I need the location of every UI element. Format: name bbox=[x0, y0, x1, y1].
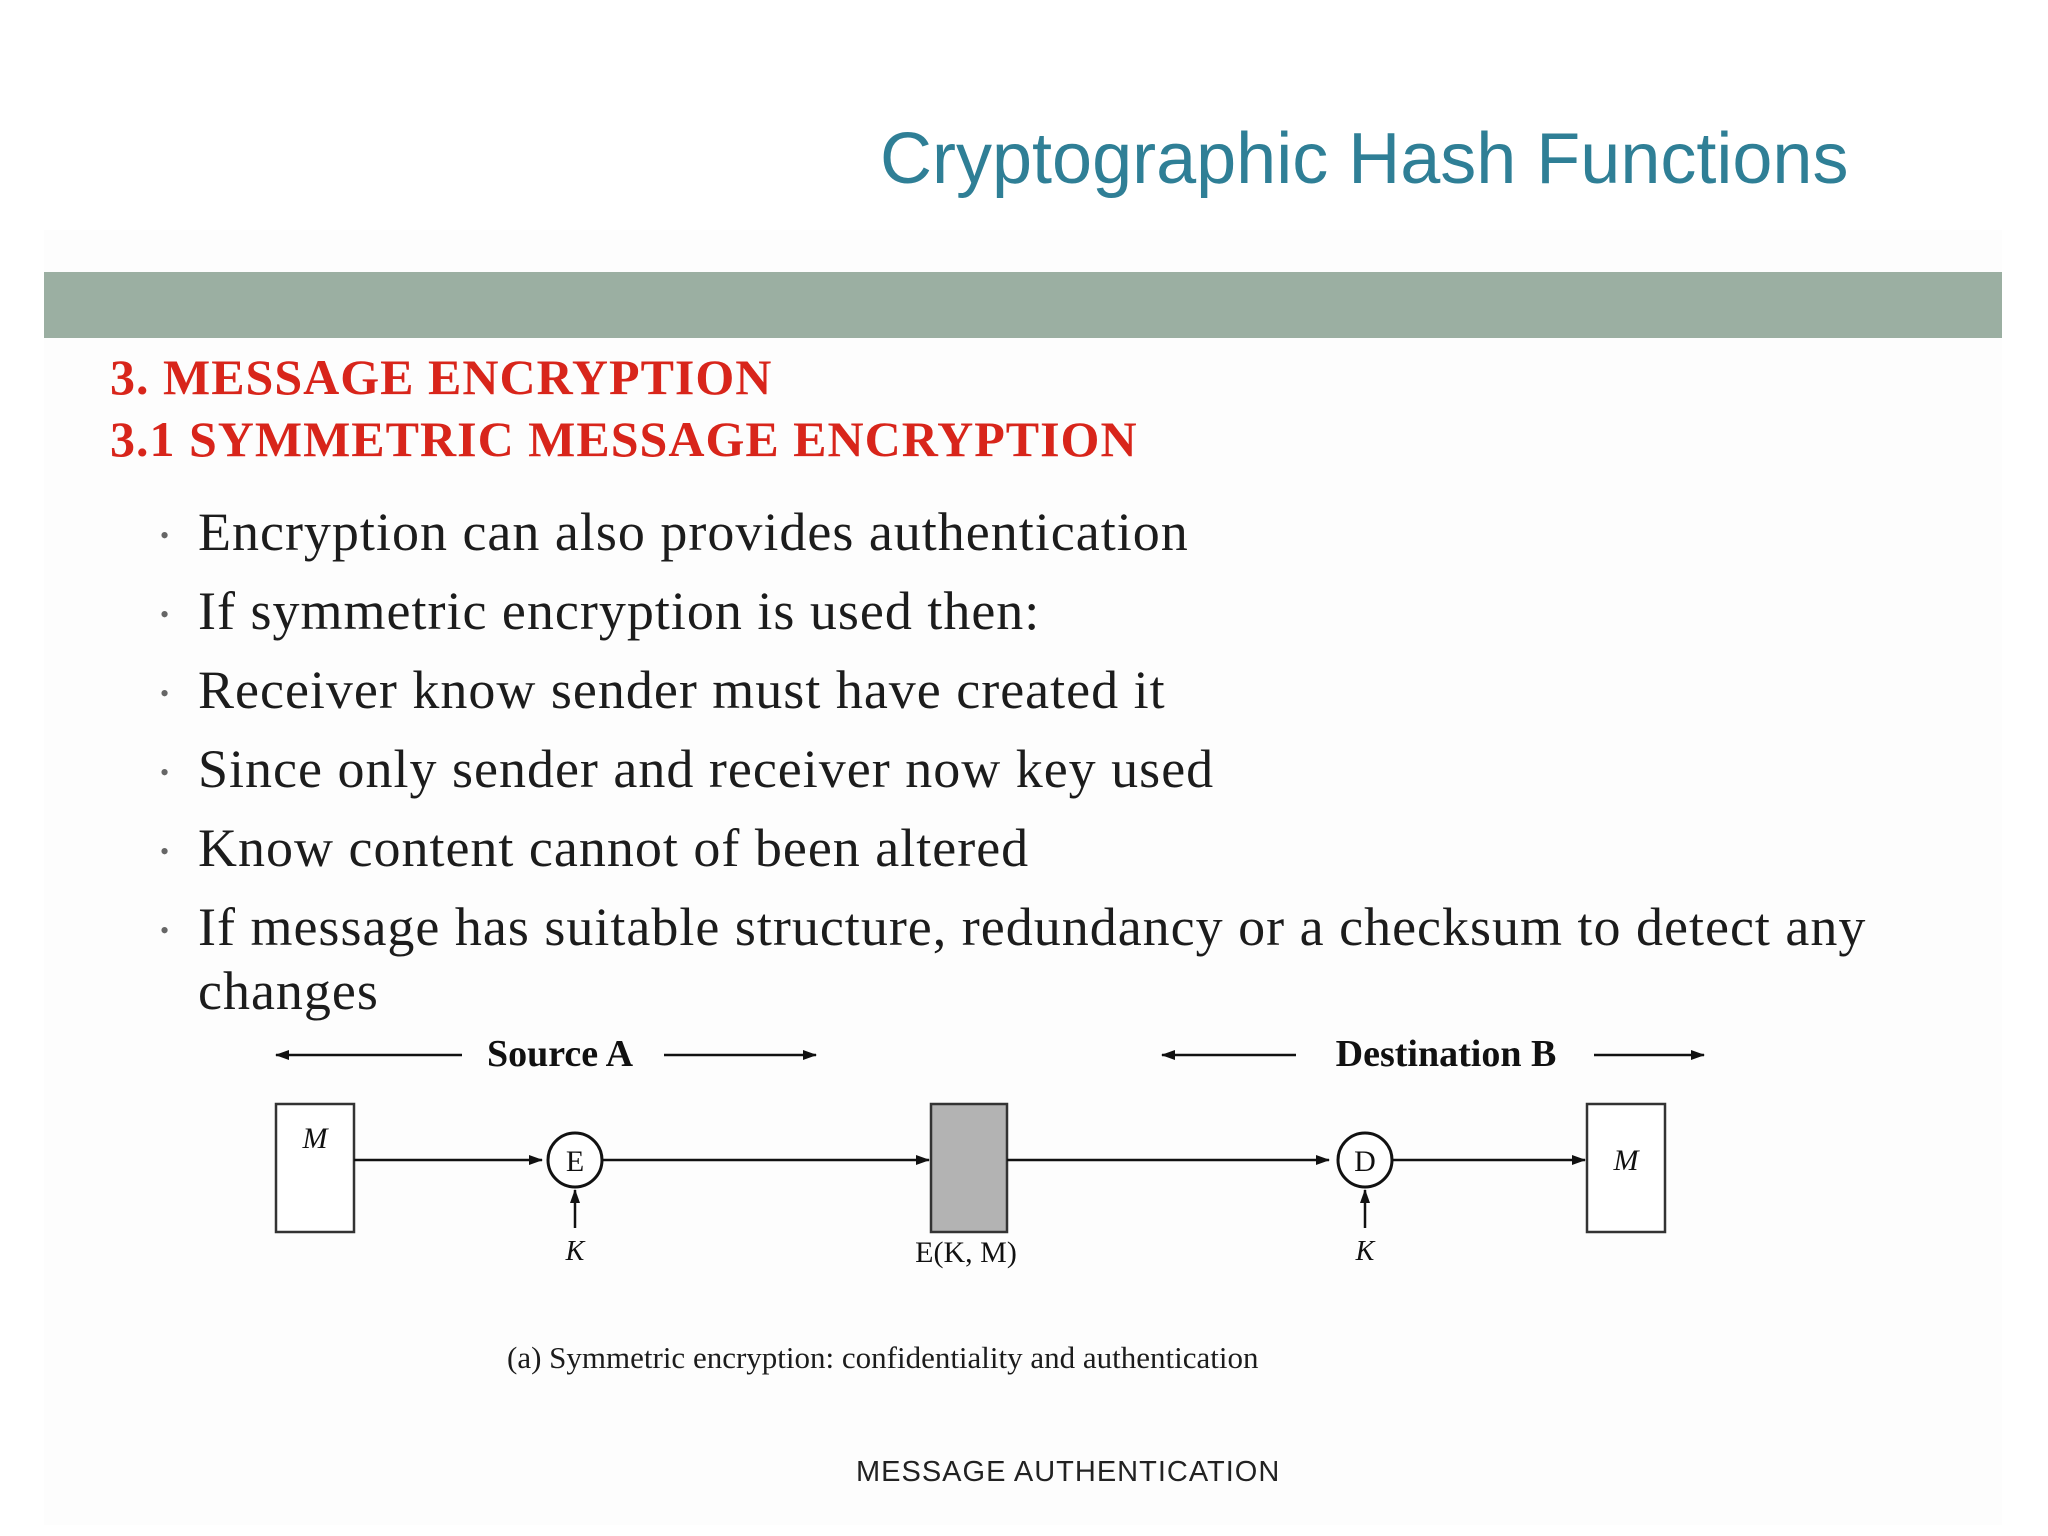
bullet-icon: • bbox=[160, 758, 171, 787]
bullet-text: Receiver know sender must have created it bbox=[198, 660, 1166, 720]
bullet-text: If symmetric encryption is used then: bbox=[198, 581, 1041, 641]
bullet-item bbox=[160, 579, 1920, 643]
bullet-icon: • bbox=[160, 521, 171, 550]
bullet-icon: • bbox=[160, 916, 171, 945]
footer-text: MESSAGE AUTHENTICATION bbox=[856, 1456, 1281, 1488]
bullet-text: Know content cannot of been altered bbox=[198, 818, 1030, 878]
message-label-destination: M bbox=[1613, 1144, 1639, 1177]
message-label-source: M bbox=[302, 1122, 328, 1155]
bullet-item bbox=[160, 658, 1920, 722]
bullet-text: Encryption can also provides authentication bbox=[198, 502, 1189, 562]
bullet-item bbox=[160, 895, 1920, 1023]
source-label: Source A bbox=[486, 1033, 634, 1075]
bullet-item bbox=[160, 500, 1920, 564]
bullet-list bbox=[160, 500, 1920, 1038]
key-label-source: K bbox=[565, 1236, 585, 1267]
diagram-caption: (a) Symmetric encryption: confidentiality and authentication bbox=[507, 1340, 1259, 1375]
bullet-icon: • bbox=[160, 600, 171, 629]
bullet-text: If message has suitable structure, redundancy or a checksum to detect any changes bbox=[198, 897, 1867, 1021]
section-heading: 3. MESSAGE ENCRYPTION bbox=[110, 349, 773, 405]
bullet-icon: • bbox=[160, 837, 171, 866]
symmetric-encryption-diagram bbox=[44, 1020, 2002, 1320]
bullet-text: Since only sender and receiver now key used bbox=[198, 739, 1215, 799]
key-label-destination: K bbox=[1355, 1236, 1375, 1267]
lecture-image bbox=[44, 230, 2002, 1525]
header-bar bbox=[44, 272, 2002, 338]
bullet-item bbox=[160, 737, 1920, 801]
bullet-item bbox=[160, 816, 1920, 880]
decrypt-node-label: D bbox=[1354, 1145, 1376, 1178]
ciphertext-box bbox=[931, 1104, 1007, 1232]
encrypt-node-label: E bbox=[565, 1145, 585, 1178]
slide-title: Cryptographic Hash Functions bbox=[880, 119, 1849, 199]
ciphertext-label: E(K, M) bbox=[915, 1236, 1017, 1269]
destination-label: Destination B bbox=[1335, 1033, 1557, 1075]
subsection-heading: 3.1 SYMMETRIC MESSAGE ENCRYPTION bbox=[110, 411, 1138, 467]
bullet-icon: • bbox=[160, 679, 171, 708]
